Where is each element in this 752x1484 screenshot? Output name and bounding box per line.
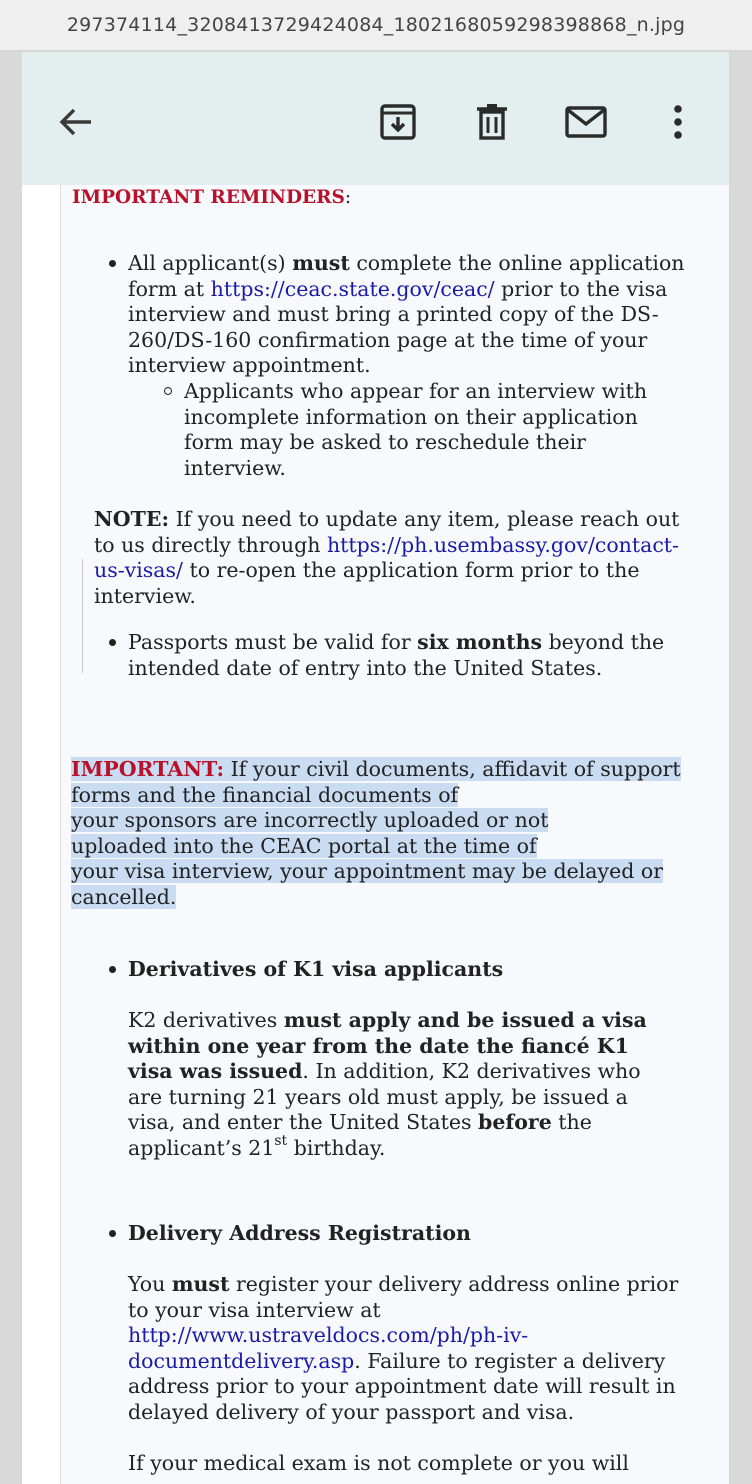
sub-bullet-circle: [164, 387, 172, 395]
k1-derivatives-paragraph: K2 derivatives must apply and be issued a visa within one year from the date the fiancé K1 visa was issued. In addition, K2 derivatives who are turning 21 years old must apply, be issued a visa, and enter the United States before the applicant’s 21st birthday.: [128, 1008, 647, 1160]
contact-us-visas-link[interactable]: https://ph.usembassy.gov/contact-us-visas/: [94, 532, 679, 582]
important-selected-text[interactable]: IMPORTANT: If your civil documents, affidavit of support forms and the financial documents of your sponsors are incorrectly uploaded or not uploaded into the CEAC portal at the time of your visa interview, your appointment may be delayed or cancelled.: [71, 757, 681, 909]
email-screen: [22, 52, 729, 1484]
image-viewer-title-bar: [0, 0, 752, 51]
mark-unread-button[interactable]: [564, 100, 608, 144]
more-vert-icon: [673, 105, 683, 139]
reminders-heading: IMPORTANT REMINDERS:: [72, 187, 352, 208]
bullet-online-application: All applicant(s) must complete the online application form at https://ceac.state.gov/ceac/ prior to the visa interview and must bring a printed copy of the DS-260/DS-160 confirmation page at the time of your interview appointment.: [128, 251, 685, 377]
note-quote-bar: [82, 559, 83, 673]
delivery-address-heading: Delivery Address Registration: [128, 1221, 471, 1245]
delivery-address-paragraph: You must register your delivery address online prior to your visa interview at http://www.ustraveldocs.com/ph/ph-iv-documentdelivery.asp. Failure to register a delivery address prior to your appointment date will result in delayed delivery of your passport and visa.: [128, 1272, 679, 1424]
delete-button[interactable]: [470, 100, 514, 144]
email-body: [22, 185, 729, 1484]
trash-icon: [475, 103, 509, 141]
back-button[interactable]: [53, 100, 97, 144]
image-filename: 297374114_3208413729424084_1802168059298398868_n.jpg: [66, 14, 686, 36]
ceac-link[interactable]: https://ceac.state.gov/ceac/: [210, 276, 495, 301]
archive-button[interactable]: [376, 100, 420, 144]
more-options-button[interactable]: [656, 100, 700, 144]
k1-derivatives-heading: Derivatives of K1 visa applicants: [128, 957, 504, 981]
bullet-passport-validity: Passports must be valid for six months beyond the intended date of entry into the United States.: [128, 630, 665, 680]
arrow-left-icon: [57, 106, 93, 138]
archive-icon: [379, 103, 417, 141]
email-toolbar: [22, 52, 729, 185]
bullet-dot: [109, 966, 116, 973]
mail-icon: [565, 105, 607, 139]
delivery-registration-link[interactable]: http://www.ustraveldocs.com/ph/ph-iv-documentdelivery.asp: [128, 1323, 529, 1373]
sub-bullet-incomplete-info: Applicants who appear for an interview with incomplete information on their application form may be asked to reschedule their interview.: [184, 379, 648, 480]
medical-exam-paragraph: If your medical exam is not complete or you will: [128, 1451, 629, 1475]
note-paragraph: NOTE: If you need to update any item, please reach out to us directly through https://ph.usembassy.gov/contact-us-visas/ to re-open the application form prior to the interview.: [94, 507, 680, 608]
bullet-dot: [109, 1230, 116, 1237]
bullet-dot: [109, 260, 116, 267]
bullet-dot: [109, 639, 116, 646]
